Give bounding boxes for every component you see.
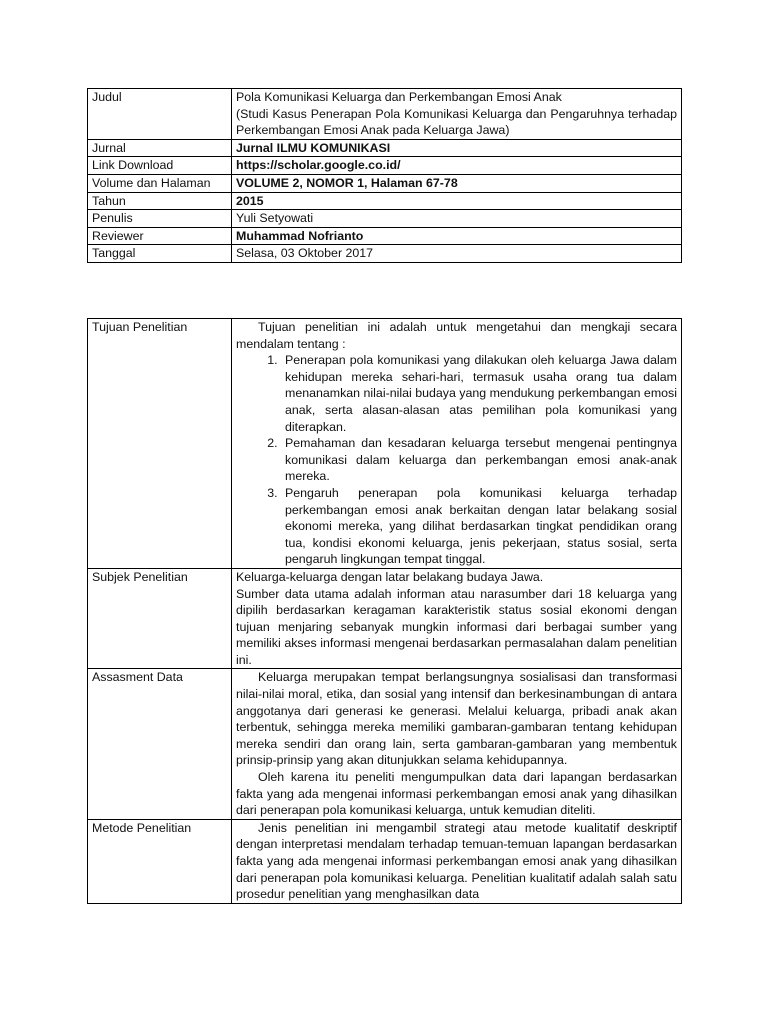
- row-label-tahun: Tahun: [88, 192, 232, 210]
- row-value-reviewer: Muhammad Nofrianto: [232, 227, 682, 245]
- row-content-tujuan: [232, 319, 682, 569]
- row-label-volume: Volume dan Halaman: [88, 174, 232, 192]
- tujuan-intro: Tujuan penelitian ini adalah untuk mengetahui dan mengkaji secara mendalam tentang :: [236, 320, 677, 351]
- subjek-paragraph-2: Sumber data utama adalah informan atau narasumber dari 18 keluarga yang dipilih berdasarkan keragaman karakteristik status sosial ekonomi dengan tujuan menjaring sebanyak mungkin informasi dari berbagai sumber yang memiliki akses informasi mengenai berdasarkan permasalahan dalam penelitian ini.: [236, 586, 677, 667]
- row-value-tahun: 2015: [232, 192, 682, 210]
- row-label-judul: Judul: [88, 89, 232, 140]
- row-value-jurnal: Jurnal ILMU KOMUNIKASI: [232, 139, 682, 157]
- row-label-assasment: Assasment Data: [88, 669, 232, 819]
- row-label-tanggal: Tanggal: [88, 245, 232, 263]
- list-item: 2. Pemahaman dan kesadaran keluarga tersebut mengenai pentingnya komunikasi dalam keluarga dan perkembangan emosi anak-anak mereka.: [281, 435, 677, 485]
- subjek-paragraph-1: Keluarga-keluarga dengan latar belakang budaya Jawa.: [236, 569, 544, 584]
- table-row: [88, 192, 682, 210]
- row-label-jurnal: Jurnal: [88, 139, 232, 157]
- judul-main: Pola Komunikasi Keluarga dan Perkembangan Emosi Anak: [236, 90, 562, 104]
- list-item: 1. Penerapan pola komunikasi yang dilakukan oleh keluarga Jawa dalam kehidupan mereka sehari-hari, termasuk usaha orang tua dalam menanamkan nilai-nilai budaya yang mendukung perkembangan emosi anak, serta alasan-alasan atas pemilihan pola komunikasi yang diterapkan.: [281, 352, 677, 435]
- row-value-tanggal: Selasa, 03 Oktober 2017: [232, 245, 682, 263]
- list-item: 3. Pengaruh penerapan pola komunikasi keluarga terhadap perkembangan emosi anak berkaitan dengan latar belakang sosial ekonomi mereka, yang dilihat berdasarkan tingkat pendidikan orang tua, kondisi ekonomi keluarga, jenis pekerjaan, status sosial, serta pengaruh lingkungan tempat tinggal.: [281, 485, 677, 568]
- table-row: [88, 174, 682, 192]
- assasment-paragraph-2: Oleh karena itu peneliti mengumpulkan data dari lapangan berdasarkan fakta yang ada mengenai informasi perkembangan emosi anak yang dihasilkan dari penerapan pola komunikasi keluarga, untuk kemudian diteliti.: [236, 770, 677, 818]
- table-row: [88, 139, 682, 157]
- row-value-judul: [232, 89, 682, 140]
- row-label-subjek: Subjek Penelitian: [88, 568, 232, 669]
- table-row: [88, 669, 682, 819]
- table-row: [88, 319, 682, 569]
- row-label-metode: Metode Penelitian: [88, 819, 232, 903]
- row-label-penulis: Penulis: [88, 210, 232, 228]
- tujuan-points-list: [236, 352, 677, 568]
- row-value-volume: VOLUME 2, NOMOR 1, Halaman 67-78: [232, 174, 682, 192]
- table-row: [88, 245, 682, 263]
- review-table: [87, 318, 682, 904]
- row-label-tujuan: Tujuan Penelitian: [88, 319, 232, 569]
- row-label-link: Link Download: [88, 157, 232, 175]
- table-row: [88, 157, 682, 175]
- row-content-metode: [232, 819, 682, 903]
- row-value-penulis: Yuli Setyowati: [232, 210, 682, 228]
- judul-subtitle: (Studi Kasus Penerapan Pola Komunikasi Keluarga dan Pengaruhnya terhadap Perkembangan Emosi Anak pada Keluarga Jawa): [236, 106, 677, 138]
- row-value-link[interactable]: https://scholar.google.co.id/: [232, 157, 682, 175]
- table-row: [88, 227, 682, 245]
- row-content-subjek: [232, 568, 682, 669]
- table-row: [88, 819, 682, 903]
- row-label-reviewer: Reviewer: [88, 227, 232, 245]
- table-row: [88, 568, 682, 669]
- metadata-table: [87, 88, 682, 263]
- assasment-paragraph-1: Keluarga merupakan tempat berlangsungnya sosialisasi dan transformasi nilai-nilai moral, etika, dan sosial yang intensif dan berkesinambungan di antara anggotanya dari generasi ke generasi. Melalui keluarga, pribadi anak akan terbentuk, sehingga mereka memiliki gambaran-gambaran tentang kehidupan mereka sendiri dan orang lain, serta gambaran-gambaran yang membentuk prinsip-prinsip yang akan ditunjukkan selama kehidupannya.: [236, 670, 677, 768]
- metode-paragraph-1: Jenis penelitian ini mengambil strategi atau metode kualitatif deskriptif dengan interpretasi mendalam terhadap temuan-temuan lapangan berdasarkan fakta yang ada mengenai informasi perkembangan emosi anak yang dihasilkan dari penerapan pola komunikasi keluarga. Penelitian kualitatif adalah salah satu prosedur penelitian yang menghasilkan data: [236, 820, 677, 902]
- row-content-assasment: [232, 669, 682, 819]
- table-row: [88, 89, 682, 140]
- table-row: [88, 210, 682, 228]
